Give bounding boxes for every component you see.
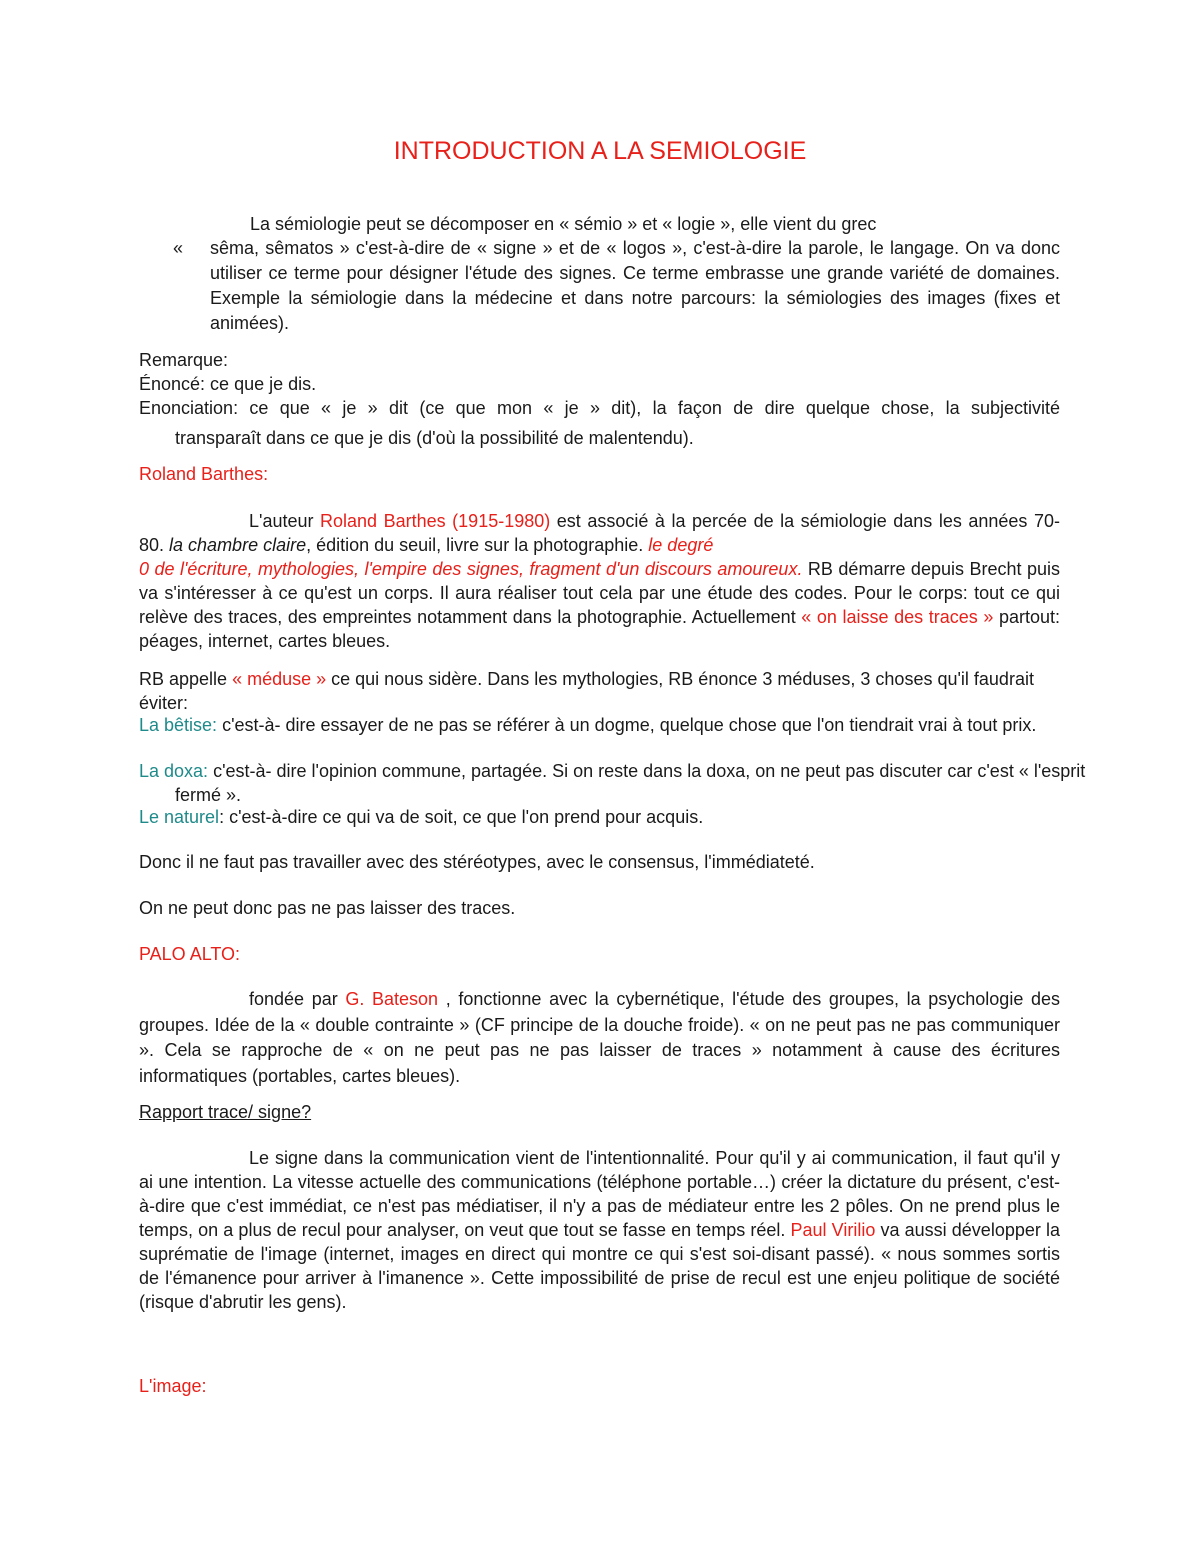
barthes-p1-text-d: RB démarre depuis Brecht puis va s'intéresser à ce qu'est un corps. Il aura réaliser tout cela par une étude des codes. Pour le corps: tout ce qui relève des traces, des empreintes notamment dans la photographie. Actuellement xyxy=(139,559,1060,627)
barthes-heading: Roland Barthes: xyxy=(139,464,269,484)
meduse-doxa xyxy=(139,759,1096,807)
meduse-naturel xyxy=(139,805,1060,829)
meduse-text-a: RB appelle xyxy=(139,669,233,689)
meduse-highlight: « méduse » xyxy=(232,669,327,689)
remarque-enonciation-cont: transparaît dans ce que je dis (d'où la possibilité de malentendu). xyxy=(175,428,694,448)
barthes-paragraph-4: On ne peut donc pas ne pas laisser des traces. xyxy=(139,898,516,918)
document-title: INTRODUCTION A LA SEMIOLOGIE xyxy=(393,137,807,165)
doxa-text: c'est-à- dire l'opinion commune, partagée. Si on reste dans la doxa, on ne peut pas discuter car c'est « l'esprit fermé ». xyxy=(175,761,1086,805)
rapport-heading: Rapport trace/ signe? xyxy=(139,1102,312,1122)
barthes-name-highlight: Roland Barthes (1915-1980) xyxy=(320,511,551,531)
meduse-text-b: ce qui nous sidère. Dans les mythologies, RB énonce 3 méduses, 3 choses qu'il faudrait éviter: xyxy=(139,669,1034,713)
naturel-text: : c'est-à-dire ce qui va de soit, ce que l'on prend pour acquis. xyxy=(219,807,704,827)
rapport-text-a: Le signe dans la communication vient de l'intentionnalité. Pour qu'il y ai communication, il faut qu'il y ai une intention. La vitesse actuelle des communications (téléphone portable…) créer la dictature du présent, c'est-à-dire que c'est immédiat, ce n'est pas médiatiser, il n'y a pas de médiateur entre les 2 pôles. On ne prend plus le temps, on a plus de recul pour analyser, on veut que tout se fasse en temps réel. xyxy=(139,1148,1060,1240)
barthes-book-title: la chambre claire xyxy=(169,535,307,555)
palo-alto-text-a: fondée par xyxy=(249,989,346,1009)
rapport-text-b: va aussi développer la suprématie de l'image (internet, images en direct qui montre ce qui s'est soi-disant passé). « nous sommes sortis de l'émanence pour arriver à l'imanence ». Cette impossibilité de prise de recul est une enjeu politique de société (risque d'abrutir les gens). xyxy=(139,1220,1060,1312)
doxa-label: La doxa: xyxy=(139,761,209,781)
barthes-works-part2: 0 de l'écriture, mythologies, l'empire des signes, fragment d'un discours amoureux. xyxy=(139,559,803,579)
betise-label: La bêtise: xyxy=(139,715,218,735)
remarque-enonciation: Enonciation: ce que « je » dit (ce que mon « je » dit), la façon de dire quelque chose, la subjectivité xyxy=(139,398,1060,418)
rapport-paragraph xyxy=(139,1146,1060,1314)
barthes-p1-text-b: est associé à la percée de la sémiologie dans les années 70-80. xyxy=(139,511,1060,555)
meduse-betise xyxy=(139,713,1096,737)
betise-text: c'est-à- dire essayer de ne pas se référer à un dogme, quelque chose que l'on tiendrait vrai à tout prix. xyxy=(217,715,1037,735)
intro-first-line: La sémiologie peut se décomposer en « sémio » et « logie », elle vient du grec xyxy=(250,214,877,234)
bateson-highlight: G. Bateson xyxy=(345,989,439,1009)
naturel-label: Le naturel xyxy=(139,807,220,827)
barthes-p1-text-e: partout: péages, internet, cartes bleues. xyxy=(139,607,1060,651)
image-heading: L'image: xyxy=(139,1376,207,1396)
palo-alto-heading: PALO ALTO: xyxy=(139,944,241,964)
intro-paragraph: sêma, sêmatos » c'est-à-dire de « signe » et de « logos », c'est-à-dire la parole, le langage. On va donc utiliser ce terme pour désigner l'étude des signes. Ce terme embrasse une grande variété de domaines. Exemple la sémiologie dans la médecine et dans notre parcours: la sémiologies des images (fixes et animées). xyxy=(210,238,1060,333)
barthes-paragraph-2 xyxy=(139,667,1060,715)
virilio-highlight: Paul Virilio xyxy=(790,1220,876,1240)
barthes-p1-text-c: , édition du seuil, livre sur la photographie. xyxy=(306,535,649,555)
palo-alto-paragraph xyxy=(139,987,1060,1089)
remarque-enonce: Énoncé: ce que je dis. xyxy=(139,374,317,394)
barthes-paragraph-3: Donc il ne faut pas travailler avec des stéréotypes, avec le consensus, l'immédiateté. xyxy=(139,852,815,872)
barthes-paragraph-1 xyxy=(139,509,1060,653)
barthes-works-part1: le degré xyxy=(648,535,714,555)
barthes-p1-text-a: L'auteur xyxy=(249,511,321,531)
palo-alto-text-b: , fonctionne avec la cybernétique, l'étude des groupes, la psychologie des groupes. Idée de la « double contrainte » (CF principe de la douche froide). « on ne peut pas ne pas communiquer ». Cela se rapproche de « on ne peut pas ne pas laisser de traces » notamment à cause des écritures informatiques (portables, cartes bleues). xyxy=(139,989,1060,1086)
remarque-heading: Remarque: xyxy=(139,350,229,370)
intro-quote-mark: « xyxy=(173,238,184,258)
barthes-traces-quote: « on laisse des traces » xyxy=(801,607,994,627)
